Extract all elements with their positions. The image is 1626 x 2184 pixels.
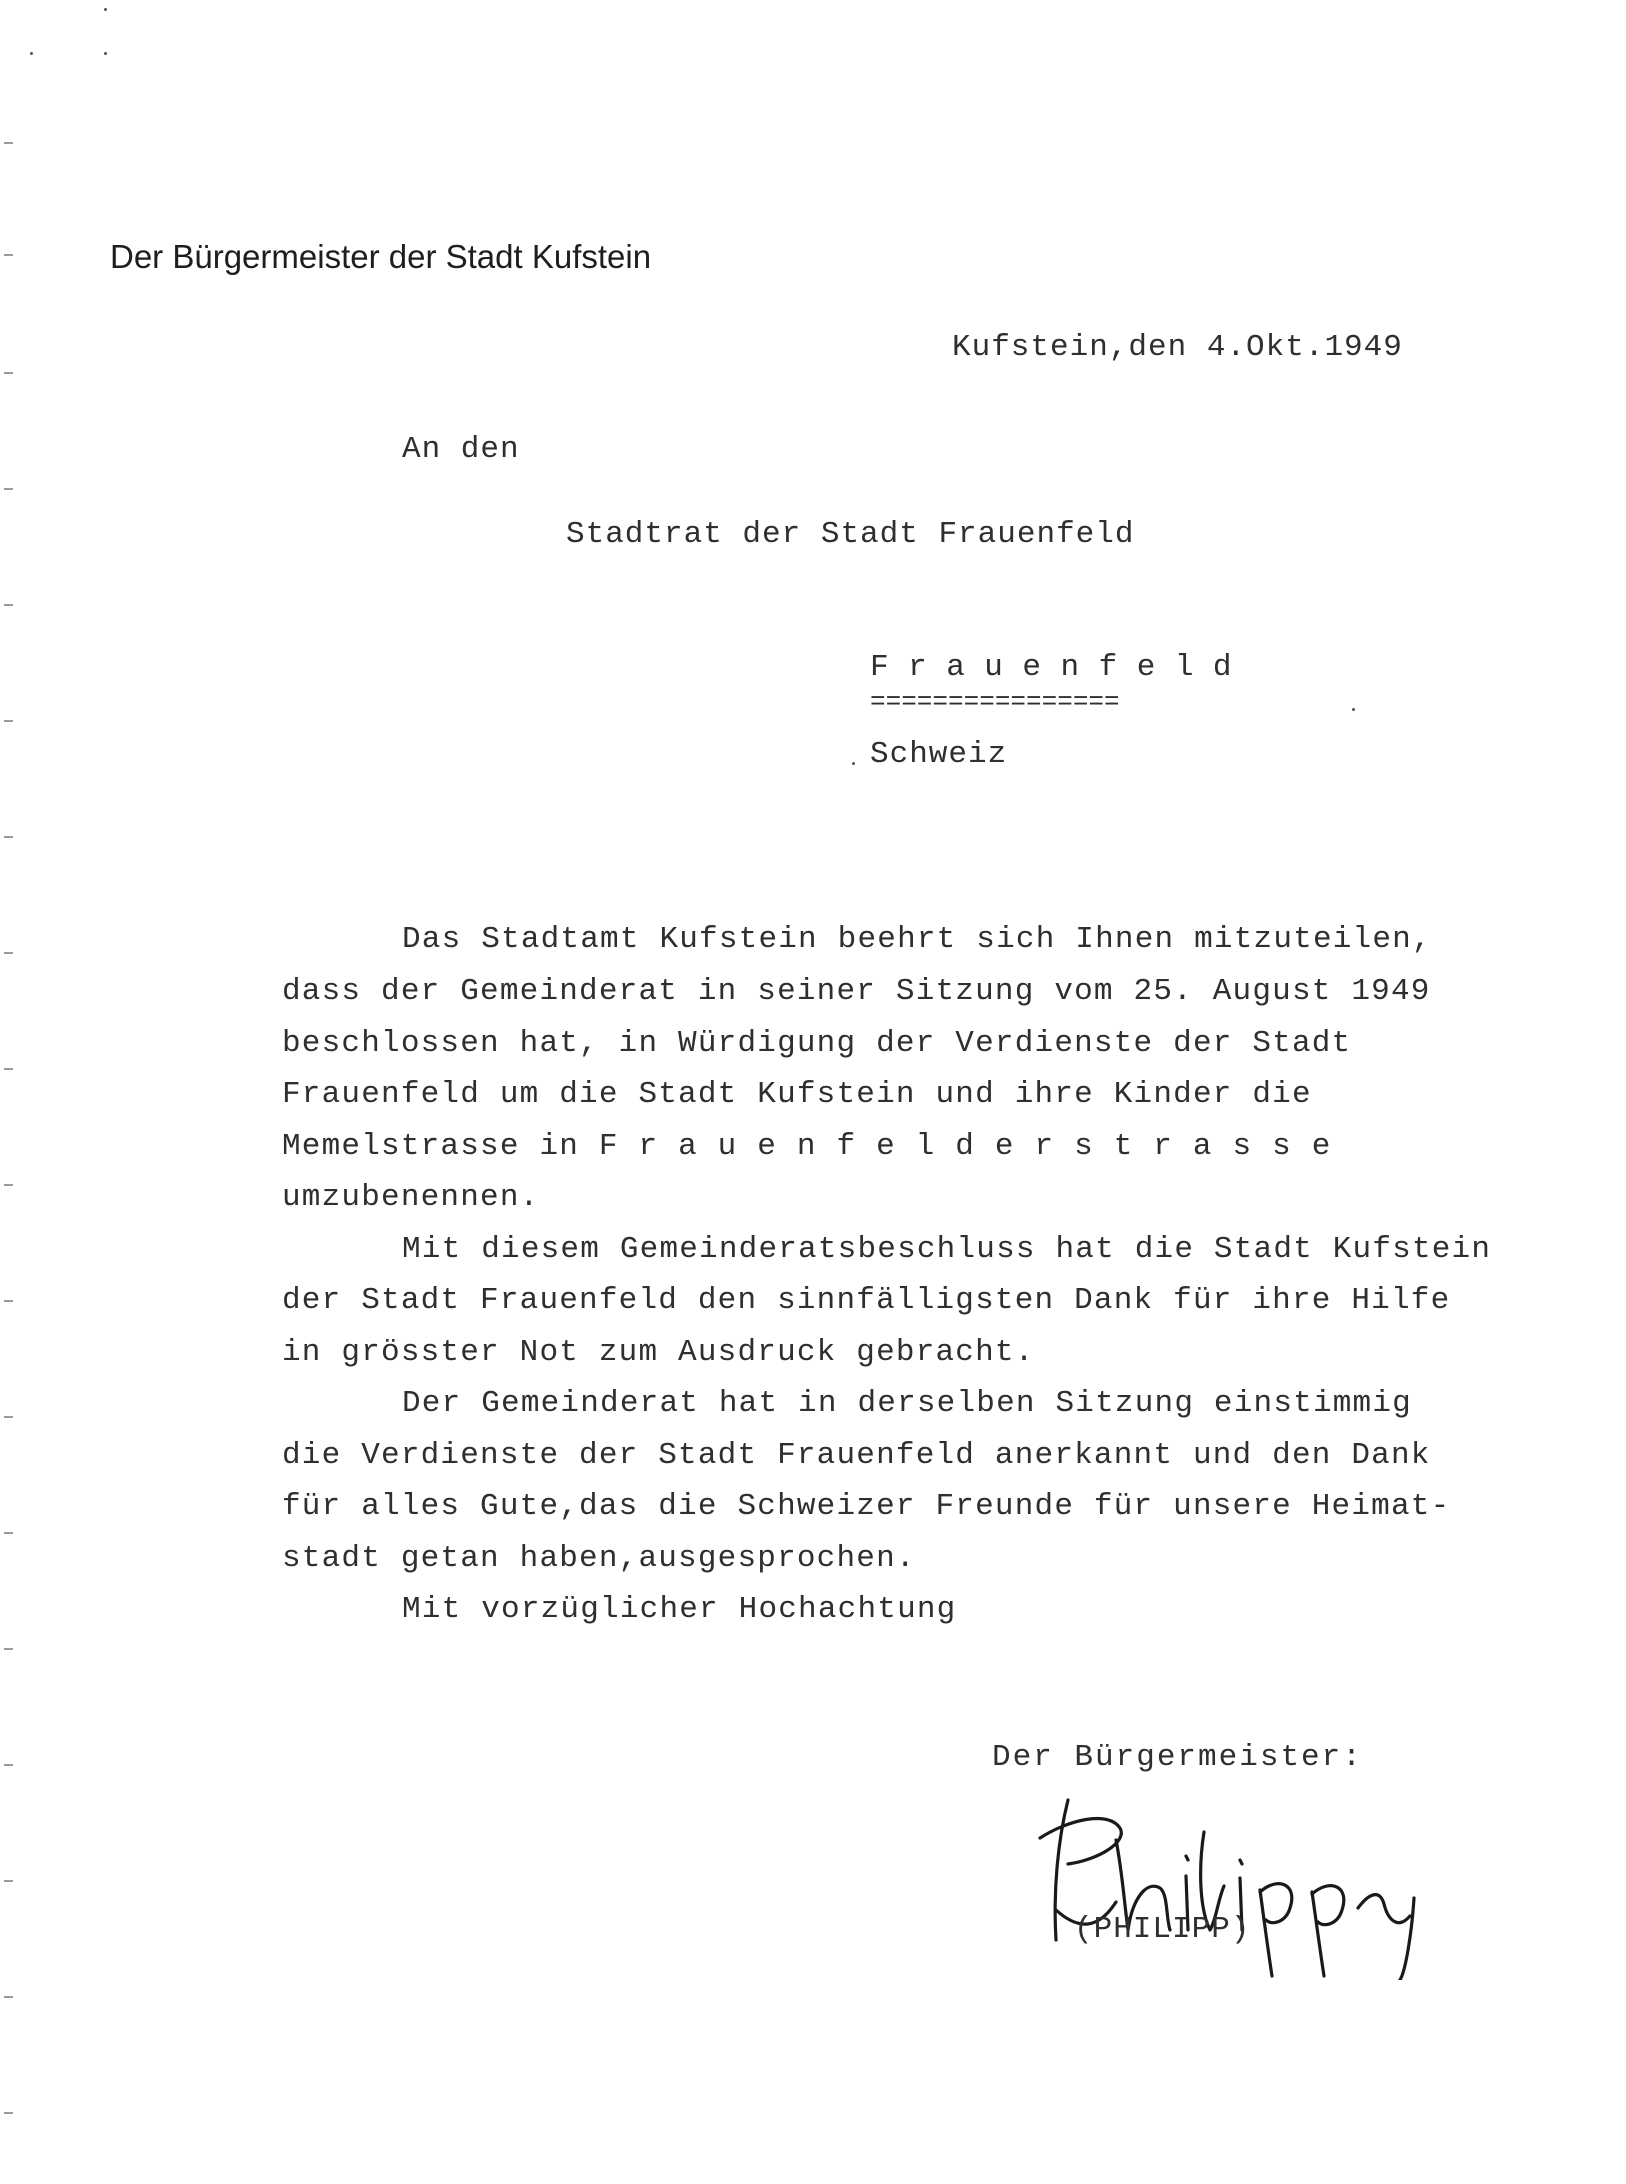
date-line: Kufstein,den 4.Okt.1949	[952, 330, 1403, 365]
paper-speck	[852, 762, 855, 765]
margin-mark	[4, 372, 13, 374]
letterhead: Der Bürgermeister der Stadt Kufstein	[110, 238, 652, 275]
margin-mark	[4, 1416, 13, 1418]
paper-speck	[104, 52, 107, 55]
body-line: Das Stadtamt Kufstein beehrt sich Ihnen mitzuteilen,	[402, 922, 1432, 957]
salutation: An den	[402, 432, 520, 467]
recipient: Stadtrat der Stadt Frauenfeld	[566, 517, 1135, 552]
margin-mark	[4, 254, 13, 256]
recipient-country: Schweiz	[870, 737, 1008, 772]
body-line-start: Memelstrasse in	[282, 1129, 599, 1164]
margin-mark	[4, 1648, 13, 1650]
margin-mark	[4, 1764, 13, 1766]
paper-speck	[30, 52, 33, 55]
body-line: in grösster Not zum Ausdruck gebracht.	[282, 1335, 1035, 1370]
street-name-spaced: Frauenfelderstrasse	[598, 1129, 1352, 1164]
body-line: stadt getan haben,ausgesprochen.	[282, 1541, 916, 1576]
margin-mark	[4, 142, 13, 144]
margin-mark	[4, 1068, 13, 1070]
body-line: der Stadt Frauenfeld den sinnfälligsten Dank für ihre Hilfe	[282, 1283, 1451, 1318]
margin-mark	[4, 1996, 13, 1998]
signatory-name: (PHILIPP)	[1074, 1912, 1251, 1947]
closing-line: Mit vorzüglicher Hochachtung	[402, 1592, 957, 1627]
body-line: die Verdienste der Stadt Frauenfeld anerkannt und den Dank	[282, 1438, 1431, 1473]
body-line: dass der Gemeinderat in seiner Sitzung vom 25. August 1949	[282, 974, 1431, 1009]
margin-mark	[4, 2112, 13, 2114]
signature-title: Der Bürgermeister:	[992, 1740, 1363, 1775]
body-line: Frauenfeld um die Stadt Kufstein und ihre Kinder die	[282, 1077, 1312, 1112]
margin-mark	[4, 1300, 13, 1302]
margin-mark	[4, 720, 13, 722]
body-line	[282, 1129, 1351, 1164]
margin-mark	[4, 836, 13, 838]
paper-speck	[1352, 708, 1355, 711]
margin-mark	[4, 604, 13, 606]
body-line: umzubenennen.	[282, 1180, 540, 1215]
body-line: Mit diesem Gemeinderatsbeschluss hat die Stadt Kufstein	[402, 1232, 1492, 1267]
city-underline: ================	[870, 687, 1120, 717]
margin-mark	[4, 488, 13, 490]
recipient-city: Frauenfeld	[870, 650, 1252, 685]
paper-speck	[104, 8, 107, 11]
handwritten-signature	[1028, 1780, 1448, 1980]
margin-mark	[4, 1532, 13, 1534]
body-line: für alles Gute,das die Schweizer Freunde für unsere Heimat-	[282, 1489, 1451, 1524]
margin-mark	[4, 1184, 13, 1186]
body-line: Der Gemeinderat hat in derselben Sitzung einstimmig	[402, 1386, 1412, 1421]
margin-mark	[4, 952, 13, 954]
margin-mark	[4, 1880, 13, 1882]
body-line: beschlossen hat, in Würdigung der Verdienste der Stadt	[282, 1026, 1352, 1061]
